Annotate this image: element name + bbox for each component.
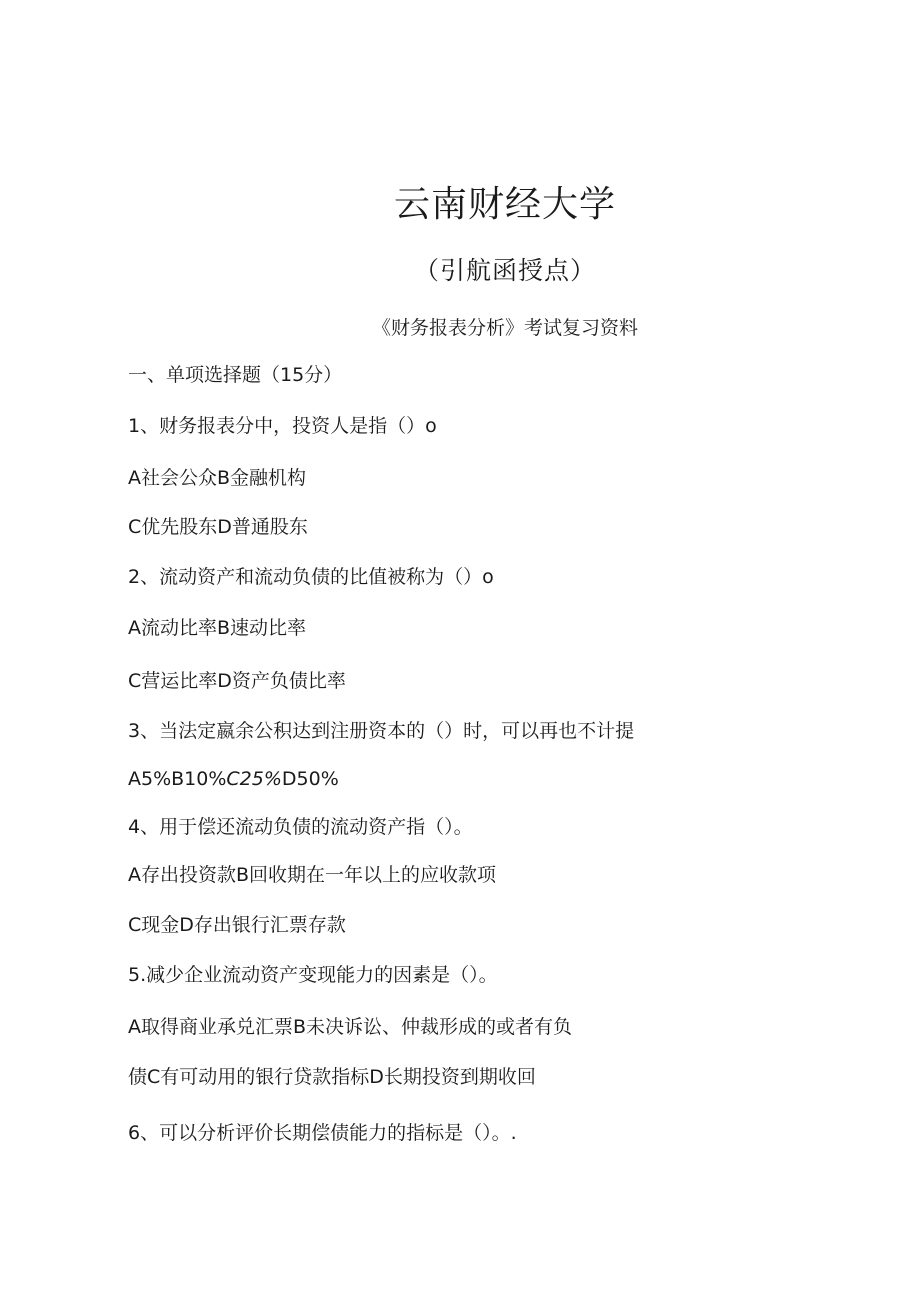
question-2-options-cd: C营运比率D资产负债比率	[128, 670, 346, 692]
question-1-options-ab: A社会公众B金融机构	[128, 467, 307, 489]
question-1-options-cd: C优先股东D普通股东	[128, 516, 308, 538]
question-4: 4、用于偿还流动负债的流动资产指（）。	[128, 816, 473, 838]
question-1: 1、财务报表分中，投资人是指（）o	[128, 415, 437, 437]
question-2: 2、流动资产和流动负债的比值被称为（）o	[128, 566, 494, 588]
question-3-option-d: D50%	[281, 768, 339, 790]
question-2-options-ab: A流动比率B速动比率	[128, 617, 307, 639]
question-5-options-cd: 债C有可动用的银行贷款指标D长期投资到期收回	[128, 1066, 536, 1088]
question-3-options-ab: A5%B10%	[128, 768, 227, 790]
page-subtitle: （引航函授点）	[413, 256, 596, 285]
question-6: 6、可以分析评价长期偿债能力的指标是（）。.	[128, 1122, 517, 1144]
question-3-options	[128, 766, 339, 792]
question-5-options-ab: A取得商业承兑汇票B未决诉讼、仲裁形成的或者有负	[128, 1016, 573, 1038]
question-4-options-ab: A存出投资款B回收期在一年以上的应收款项	[128, 864, 497, 886]
section-heading: 一、单项选择题（15分）	[128, 364, 343, 386]
page-title: 云南财经大学	[393, 184, 616, 225]
question-3-option-c: C25%	[226, 768, 282, 790]
question-5: 5.减少企业流动资产变现能力的因素是（）。	[128, 964, 498, 986]
question-3: 3、当法定嬴余公积达到注册资本的（）时，可以再也不计提	[128, 720, 635, 742]
document-heading: 《财务报表分析》考试复习资料	[371, 317, 638, 339]
question-4-options-cd: C现金D存出银行汇票存款	[128, 914, 346, 936]
